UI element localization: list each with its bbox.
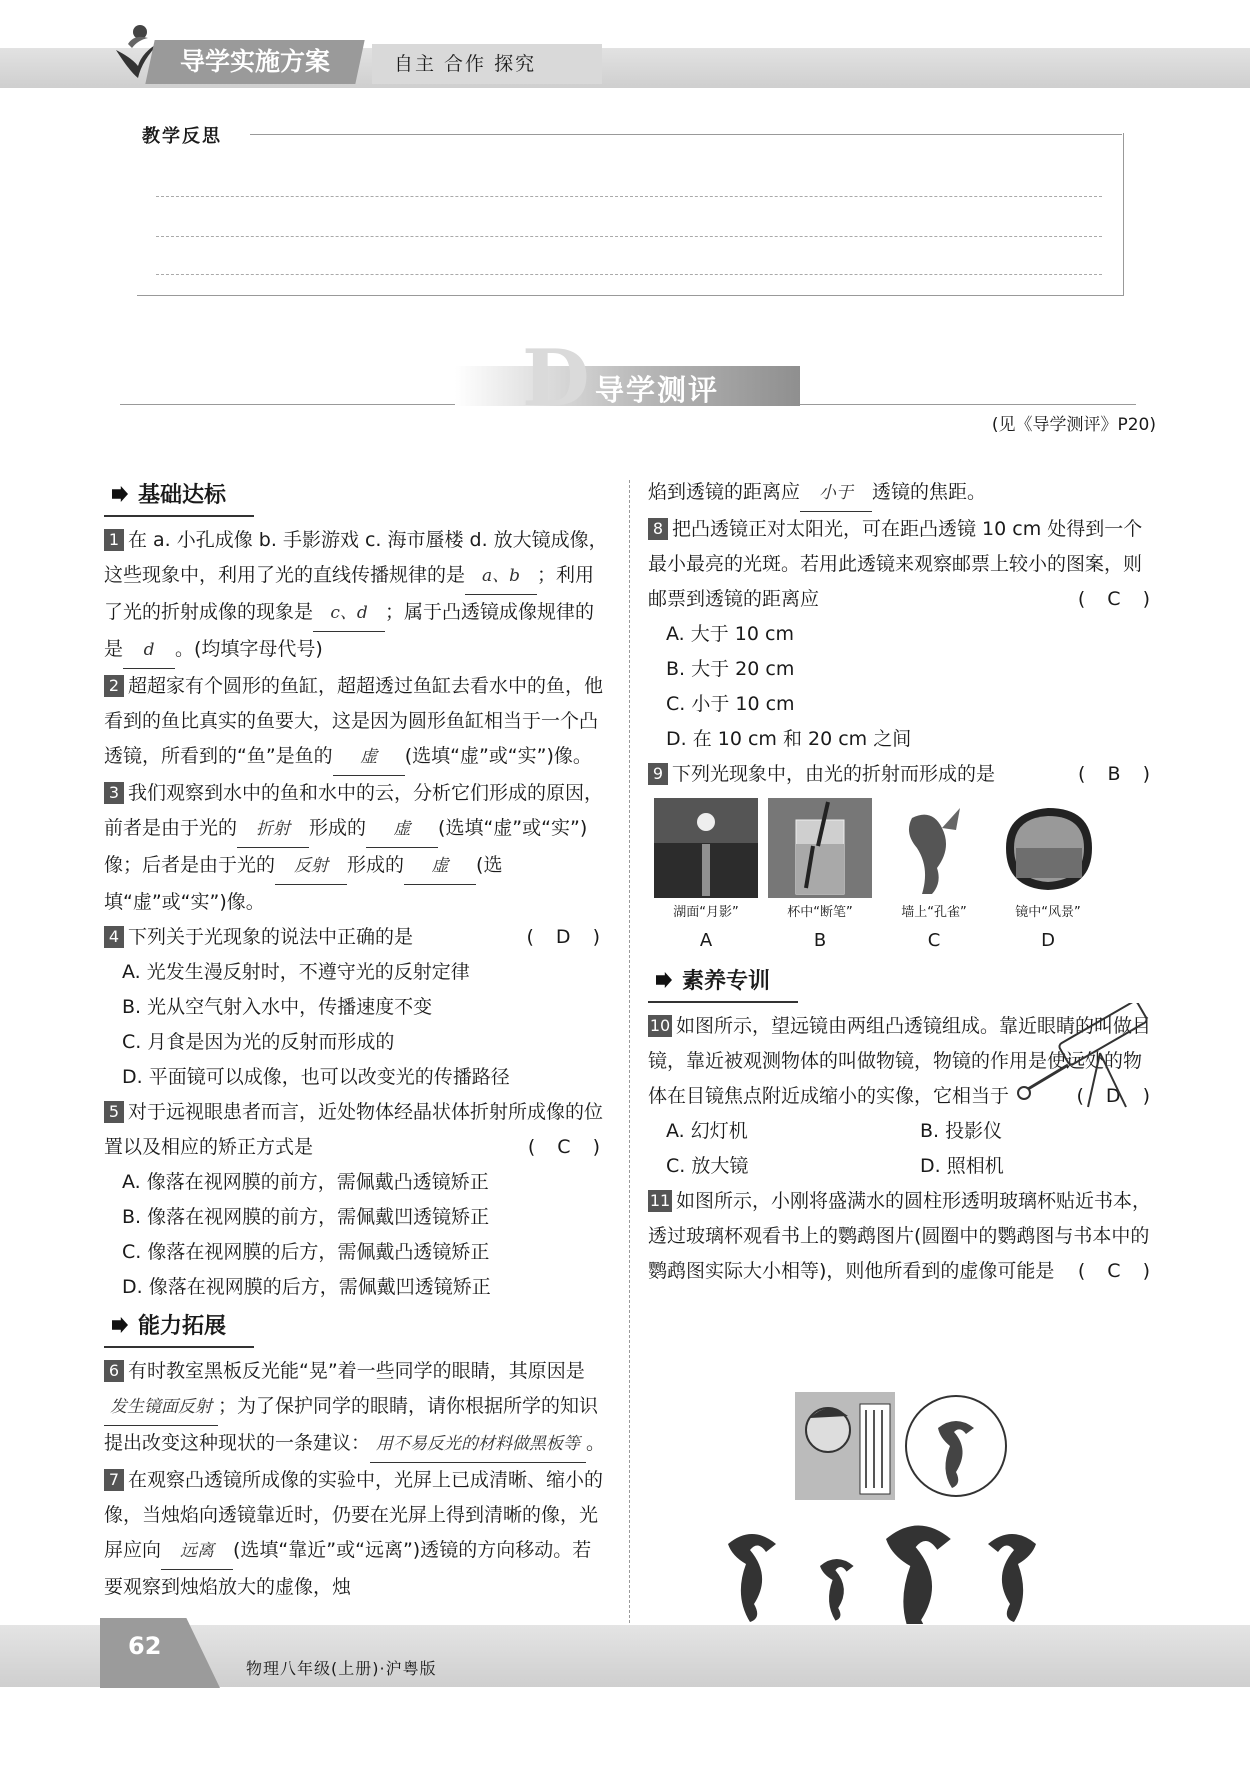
- question-1: 1 在 a. 小孔成像 b. 手影游戏 c. 海市蜃楼 d. 放大镜成像，这些现象中，利用了光的直线传播规律的是 a、b ；利用了光的折射成像的现象是 c、d ；属于凸透镜成像规律的是 d 。(均填字母代号): [104, 523, 608, 669]
- question-9: 9 下列光现象中，由光的折射而形成的是 ( B ): [648, 757, 1158, 792]
- question-4: 4 下列关于光现象的说法中正确的是 ( D ): [104, 920, 608, 955]
- answer-blank[interactable]: 远离: [161, 1534, 233, 1570]
- question-7-continued: 焰到透镜的距离应 小于 透镜的焦距。: [648, 475, 1158, 512]
- option[interactable]: A. 像落在视网膜的前方，需佩戴凸透镜矫正: [122, 1171, 489, 1193]
- question-10: 10 如图所示，望远镜由两组凸透镜组成。靠近眼睛的叫做目镜，靠近被观测物体的叫做物镜，物镜的作用是使远处的物体在目镜焦点附近成缩小的实像，它相当于 ( D ): [648, 1009, 1158, 1114]
- picture-option-b[interactable]: 杯中“断笔” B: [768, 798, 872, 950]
- option[interactable]: D. 平面镜可以成像，也可以改变光的传播路径: [122, 1066, 510, 1088]
- answer-blank[interactable]: 虚: [366, 812, 438, 848]
- option[interactable]: C. 像落在视网膜的后方，需佩戴凸透镜矫正: [122, 1241, 490, 1263]
- telescope-icon: [1008, 1003, 1158, 1113]
- question-8: 8 把凸透镜正对太阳光，可在距凸透镜 10 cm 处得到一个最小最亮的光斑。若用此透镜来观察邮票上较小的图案，则邮票到透镜的距离应 ( C ): [648, 512, 1158, 617]
- option[interactable]: D. 照相机: [920, 1155, 1004, 1177]
- answer-blank[interactable]: 虚: [404, 849, 476, 885]
- option[interactable]: C. 月食是因为光的反射而形成的: [122, 1031, 395, 1053]
- answer-choice[interactable]: ( C ): [1077, 588, 1158, 610]
- answer-blank[interactable]: 折射: [237, 812, 309, 848]
- column-divider: [629, 480, 630, 1658]
- mirror-scenery-image: [996, 798, 1100, 898]
- option[interactable]: C. 放大镜: [666, 1155, 749, 1177]
- parrot-options: [718, 1512, 1088, 1624]
- question-9-pictures: [654, 798, 1158, 950]
- option[interactable]: A. 光发生漫反射时，不遵守光的反射定律: [122, 961, 470, 983]
- section-letter: D: [522, 333, 590, 424]
- left-column: [104, 474, 608, 1605]
- answer-choice[interactable]: ( D ): [1076, 1085, 1158, 1107]
- options-row: [648, 1114, 1158, 1149]
- footer-text: 物理八年级(上册)·沪粤版: [246, 1659, 437, 1678]
- reflection-box: [137, 133, 1124, 296]
- answer-choice[interactable]: ( D ): [526, 926, 608, 948]
- parrot-option-d: [988, 1534, 1036, 1622]
- option[interactable]: D. 像落在视网膜的后方，需佩戴凹透镜矫正: [122, 1276, 491, 1298]
- answer-blank[interactable]: 用不易反光的材料做黑板等: [370, 1427, 586, 1463]
- right-column: [648, 475, 1158, 1289]
- question-5: 5 对于远视眼患者而言，近处物体经晶状体折射所成像的位置以及相应的矫正方式是 ( C ): [104, 1095, 608, 1165]
- lake-moon-image: [654, 798, 758, 898]
- reflection-line: [156, 236, 1102, 237]
- answer-blank[interactable]: 小于: [800, 476, 872, 512]
- answer-blank[interactable]: 虚: [333, 740, 405, 776]
- answer-blank[interactable]: c、d: [313, 596, 385, 632]
- section-title: 导学测评: [595, 373, 720, 407]
- answer-choice[interactable]: ( C ): [527, 1136, 608, 1158]
- question-6: 6 有时教室黑板反光能“晃”着一些同学的眼睛，其原因是发生镜面反射 ；为了保护同学的眼睛，请你根据所学的知识提出改变这种现状的一条建议： 用不易反光的材料做黑板等 。: [104, 1354, 608, 1463]
- reflection-line: [156, 274, 1102, 275]
- answer-blank[interactable]: 发生镜面反射: [104, 1390, 218, 1426]
- boy-glass-parrot-illustration: [790, 1390, 1010, 1502]
- answer-blank[interactable]: a、b: [465, 559, 537, 595]
- glass-pencil-image: [768, 798, 872, 898]
- shadow-peacock-image: [882, 798, 986, 898]
- subhead-literacy: 素养专训: [648, 964, 798, 1003]
- arrow-icon: [112, 1317, 128, 1333]
- reflection-line: [156, 196, 1102, 197]
- subhead-ability: 能力拓展: [104, 1309, 254, 1348]
- question-7: 7 在观察凸透镜所成像的实验中，光屏上已成清晰、缩小的像，当烛焰向透镜靠近时，仍要在光屏上得到清晰的像，光屏应向 远离 (选填“靠近”或“远离”)透镜的方向移动。若要观察到烛焰放大的虚像，烛: [104, 1469, 604, 1598]
- arrow-icon: [112, 486, 128, 502]
- subhead-basic: 基础达标: [104, 478, 254, 517]
- page-number: 62: [128, 1632, 162, 1660]
- answer-choice[interactable]: ( C ): [1077, 1260, 1158, 1282]
- answer-blank[interactable]: d: [123, 633, 175, 669]
- parrot-option-b: [820, 1559, 854, 1621]
- option[interactable]: B. 投影仪: [920, 1120, 1003, 1142]
- question-2: 2 超超家有个圆形的鱼缸，超超透过鱼缸去看水中的鱼，他看到的鱼比真实的鱼要大，这是因为圆形鱼缸相当于一个凸透镜，所看到的“鱼”是鱼的 虚 (选填“虚”或“实”)像。: [104, 669, 608, 776]
- reflection-title: 教学反思: [142, 126, 222, 147]
- section-reference: (见《导学测评》P20): [991, 415, 1156, 435]
- question-3: 3 我们观察到水中的鱼和水中的云，分析它们形成的原因，前者是由于光的 折射 形成的 虚 (选填“虚”或“实”)像；后者是由于光的 反射 形成的 虚 (选填“虚”或“实”)像。: [104, 782, 604, 913]
- header-tag: 导学实施方案: [145, 40, 364, 84]
- arrow-icon: [656, 972, 672, 988]
- option[interactable]: B. 光从空气射入水中，传播速度不变: [122, 996, 433, 1018]
- option[interactable]: B. 大于 20 cm: [666, 658, 795, 680]
- parrot-option-a: [728, 1534, 776, 1622]
- question-11: 11 如图所示，小刚将盛满水的圆柱形透明玻璃杯贴近书本，透过玻璃杯观看书上的鹦鹉图片(圆圈中的鹦鹉图与书本中的鹦鹉图实际大小相等)，则他所看到的虚像可能是 ( C ): [648, 1184, 1158, 1289]
- header-subtitle: 自主 合作 探究: [372, 44, 602, 84]
- option[interactable]: B. 像落在视网膜的前方，需佩戴凹透镜矫正: [122, 1206, 490, 1228]
- parrot-option-c: [886, 1526, 951, 1625]
- answer-choice[interactable]: ( B ): [1078, 763, 1158, 785]
- answer-blank[interactable]: 反射: [275, 849, 347, 885]
- option[interactable]: A. 幻灯机: [666, 1120, 748, 1142]
- option[interactable]: D. 在 10 cm 和 20 cm 之间: [666, 728, 912, 750]
- question-10-wrap: [648, 1009, 1158, 1114]
- picture-option-d[interactable]: 镜中“风景” D: [996, 798, 1100, 950]
- picture-option-c[interactable]: 墙上“孔雀” C: [882, 798, 986, 950]
- option[interactable]: A. 大于 10 cm: [666, 623, 794, 645]
- picture-option-a[interactable]: 湖面“月影” A: [654, 798, 758, 950]
- options-row: [648, 1149, 1158, 1184]
- option[interactable]: C. 小于 10 cm: [666, 693, 795, 715]
